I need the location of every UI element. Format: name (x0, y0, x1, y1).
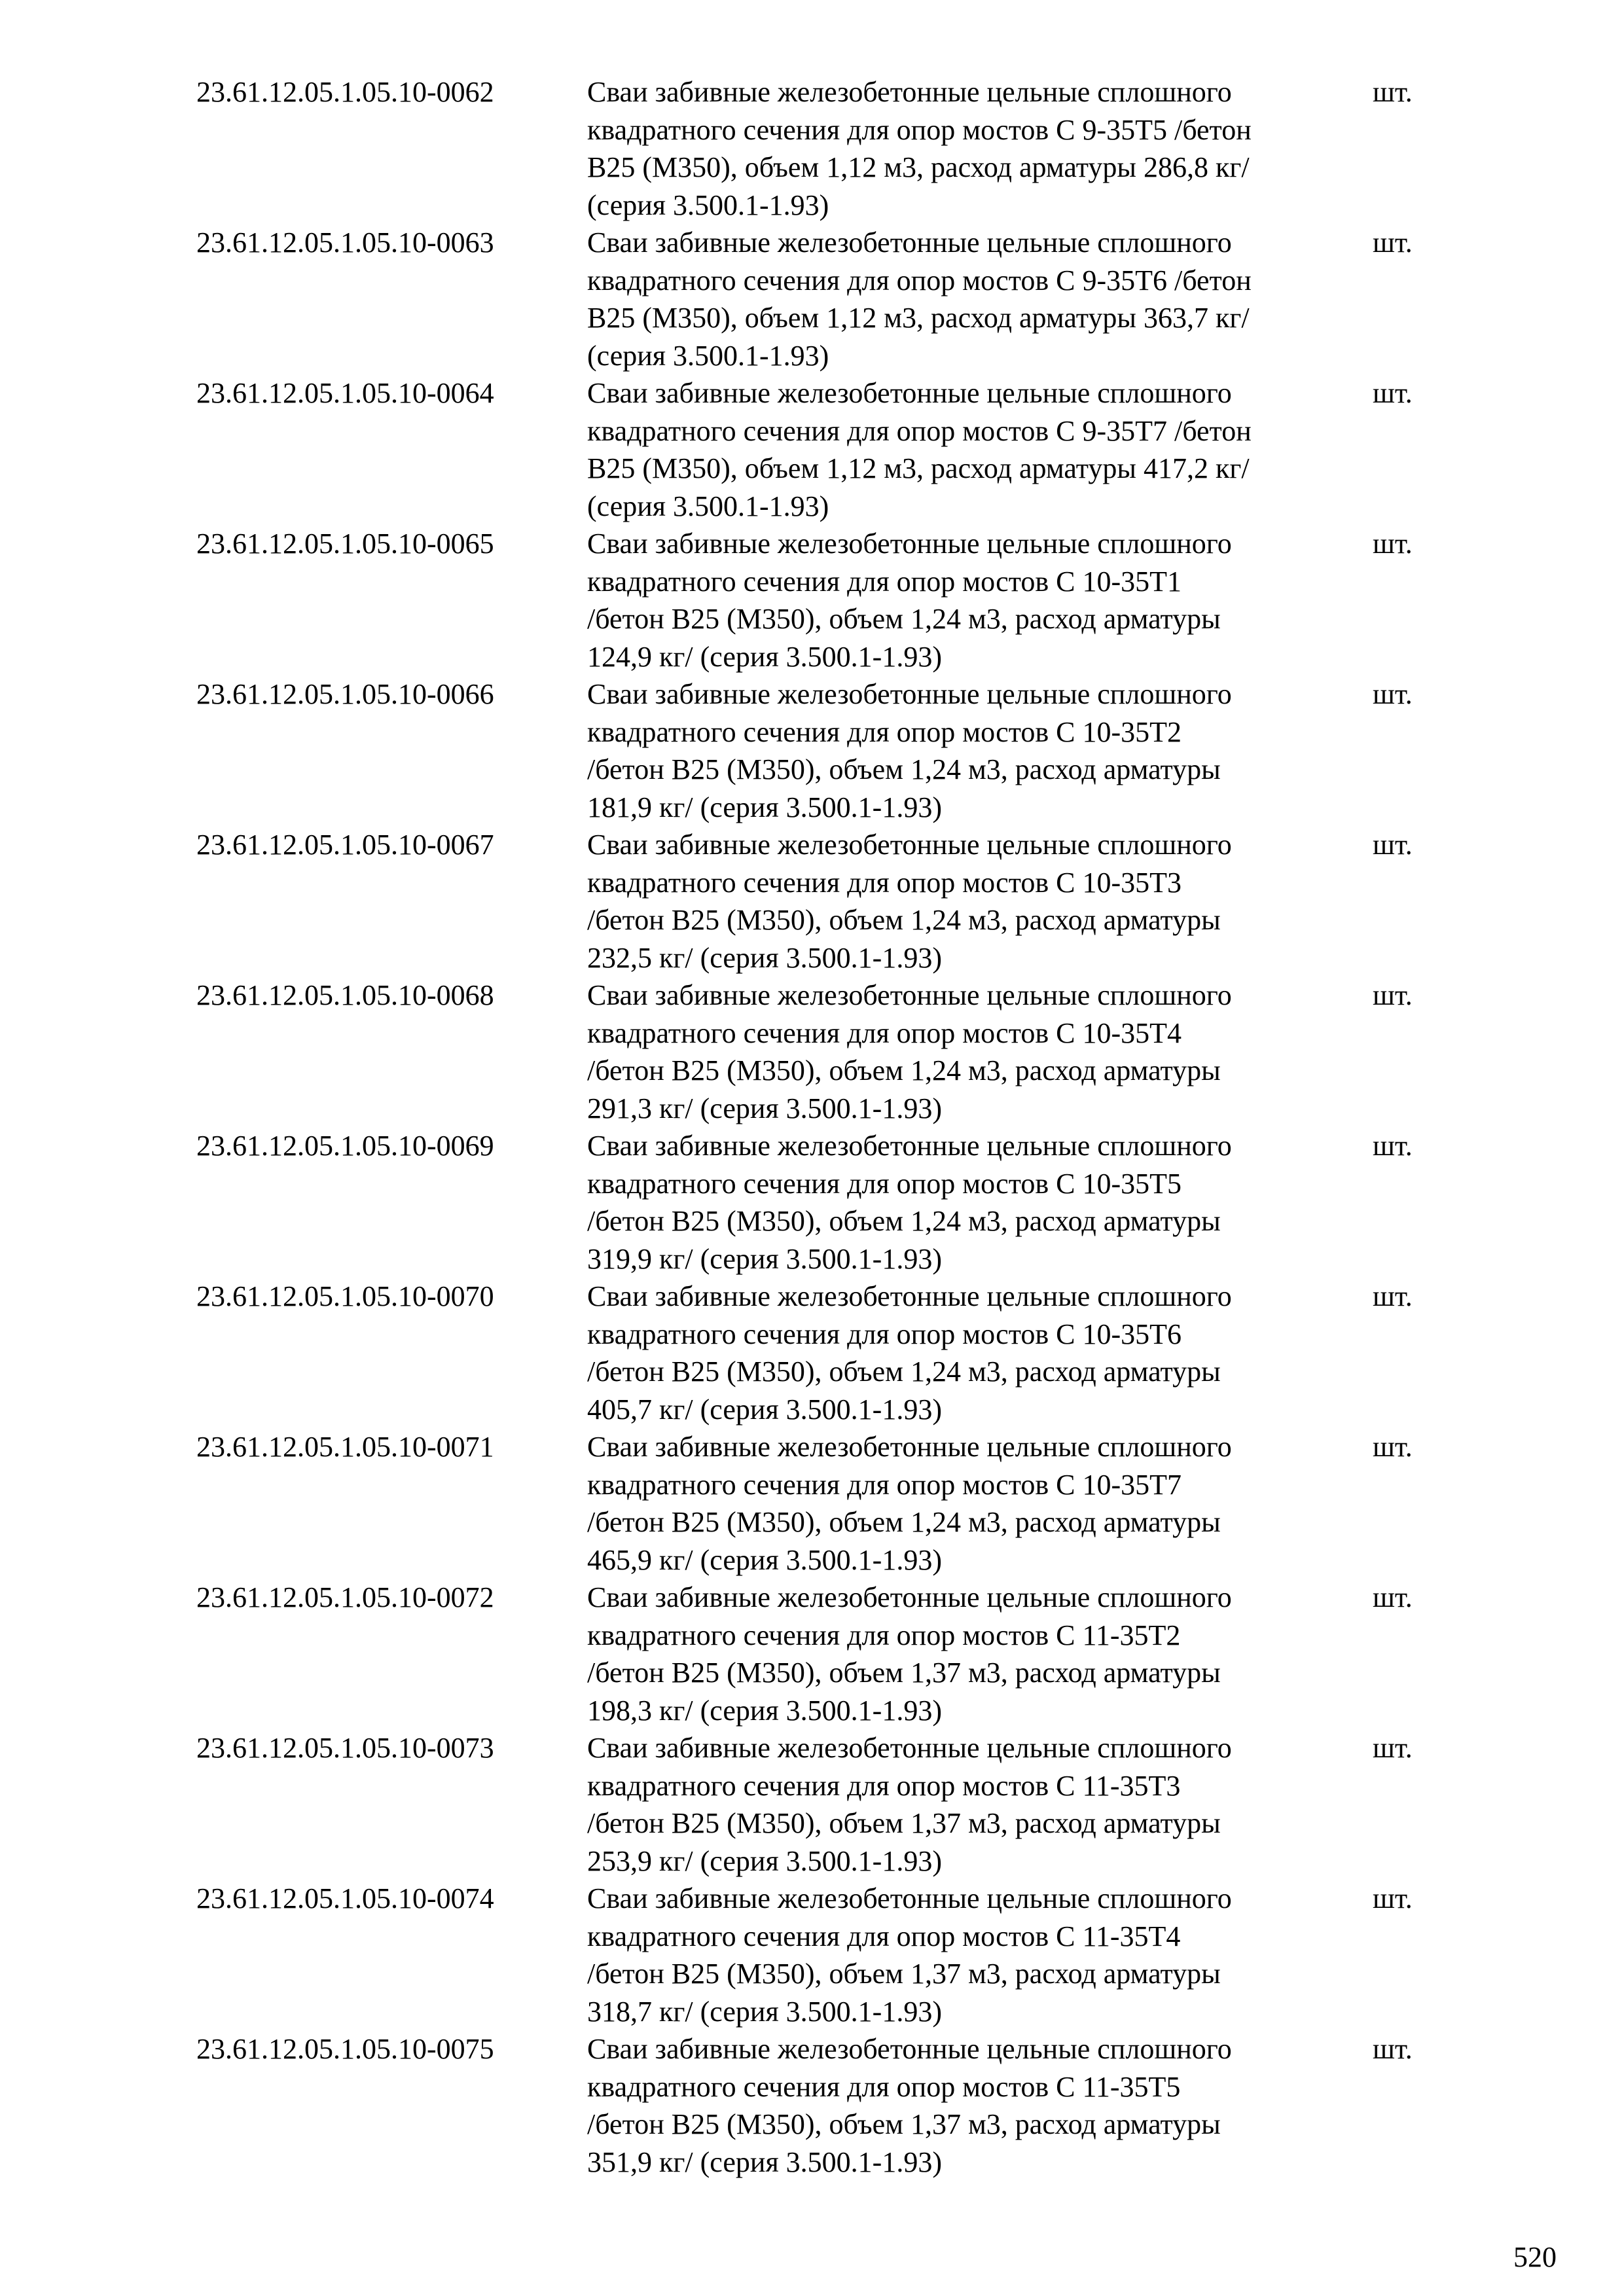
item-unit: шт. (1373, 979, 1413, 1011)
item-description (587, 1127, 1373, 1278)
description-line: /бетон В25 (М350), объем 1,24 м3, расход арматуры (587, 904, 1221, 936)
item-unit: шт. (1373, 528, 1413, 560)
description-line: Сваи забивные железобетонные цельные сплошного (587, 678, 1232, 710)
description-line: 351,9 кг/ (серия 3.500.1-1.93) (587, 2145, 942, 2178)
item-unit: шт. (1373, 76, 1413, 108)
description-line: Сваи забивные железобетонные цельные сплошного (587, 979, 1232, 1011)
description-line: /бетон В25 (М350), объем 1,24 м3, расход арматуры (587, 1205, 1221, 1237)
table-row (196, 374, 1440, 525)
description-line: Сваи забивные железобетонные цельные сплошного (587, 1882, 1232, 1914)
description-line: В25 (М350), объем 1,12 м3, расход арматуры 286,8 кг/ (587, 151, 1250, 183)
item-code: 23.61.12.05.1.05.10-0071 (196, 1431, 494, 1463)
description-line: Сваи забивные железобетонные цельные сплошного (587, 528, 1232, 560)
description-line: квадратного сечения для опор мостов С 10-35Т5 (587, 1167, 1182, 1200)
description-line: Сваи забивные железобетонные цельные сплошного (587, 1431, 1232, 1463)
description-line: 124,9 кг/ (серия 3.500.1-1.93) (587, 640, 942, 673)
description-line: Сваи забивные железобетонные цельные сплошного (587, 1280, 1232, 1312)
description-line: 465,9 кг/ (серия 3.500.1-1.93) (587, 1543, 942, 1576)
description-line: Сваи забивные железобетонные цельные сплошного (587, 2033, 1232, 2065)
description-line: /бетон В25 (М350), объем 1,37 м3, расход арматуры (587, 2108, 1221, 2140)
description-line: В25 (М350), объем 1,12 м3, расход арматуры 417,2 кг/ (587, 452, 1250, 484)
description-line: /бетон В25 (М350), объем 1,24 м3, расход арматуры (587, 1506, 1221, 1538)
description-line: 253,9 кг/ (серия 3.500.1-1.93) (587, 1844, 942, 1877)
item-description (587, 525, 1373, 675)
description-line: квадратного сечения для опор мостов С 11-35Т4 (587, 1920, 1181, 1952)
table-row (196, 2030, 1440, 2181)
description-line: /бетон В25 (М350), объем 1,24 м3, расход арматуры (587, 1355, 1221, 1388)
description-line: Сваи забивные железобетонные цельные сплошного (587, 226, 1232, 259)
description-line: квадратного сечения для опор мостов С 10-35Т3 (587, 866, 1182, 899)
description-line: квадратного сечения для опор мостов С 9-35Т6 /бетон (587, 264, 1252, 296)
description-line: квадратного сечения для опор мостов С 9-35Т7 /бетон (587, 414, 1252, 447)
item-code: 23.61.12.05.1.05.10-0072 (196, 1581, 494, 1613)
table-row (196, 1729, 1440, 1880)
table-row (196, 826, 1440, 977)
item-description (587, 826, 1373, 977)
table-row (196, 1880, 1440, 2030)
description-line: квадратного сечения для опор мостов С 11-35Т5 (587, 2070, 1181, 2103)
description-line: 291,3 кг/ (серия 3.500.1-1.93) (587, 1092, 942, 1124)
description-line: Сваи забивные железобетонные цельные сплошного (587, 1732, 1232, 1764)
page-number: 520 (1513, 2241, 1557, 2273)
description-line: 319,9 кг/ (серия 3.500.1-1.93) (587, 1242, 942, 1275)
description-line: (серия 3.500.1-1.93) (587, 490, 829, 522)
item-description (587, 1880, 1373, 2030)
description-line: 318,7 кг/ (серия 3.500.1-1.93) (587, 1995, 942, 2028)
description-line: /бетон В25 (М350), объем 1,24 м3, расход арматуры (587, 603, 1221, 635)
price-list-table (196, 73, 1440, 2181)
table-row (196, 675, 1440, 826)
table-row (196, 1127, 1440, 1278)
item-description (587, 675, 1373, 826)
description-line: Сваи забивные железобетонные цельные сплошного (587, 377, 1232, 409)
description-line: /бетон В25 (М350), объем 1,37 м3, расход арматуры (587, 1807, 1221, 1839)
item-unit: шт. (1373, 1581, 1413, 1613)
item-unit: шт. (1373, 377, 1413, 409)
description-line: Сваи забивные железобетонные цельные сплошного (587, 76, 1232, 108)
item-description (587, 1729, 1373, 1880)
description-line: /бетон В25 (М350), объем 1,24 м3, расход арматуры (587, 1054, 1221, 1086)
description-line: /бетон В25 (М350), объем 1,37 м3, расход арматуры (587, 1657, 1221, 1689)
item-code: 23.61.12.05.1.05.10-0062 (196, 76, 494, 108)
item-code: 23.61.12.05.1.05.10-0066 (196, 678, 494, 710)
item-description (587, 977, 1373, 1127)
item-code: 23.61.12.05.1.05.10-0067 (196, 829, 494, 861)
item-description (587, 1579, 1373, 1729)
description-line: Сваи забивные железобетонные цельные сплошного (587, 1130, 1232, 1162)
item-code: 23.61.12.05.1.05.10-0075 (196, 2033, 494, 2065)
item-code: 23.61.12.05.1.05.10-0074 (196, 1882, 494, 1914)
description-line: Сваи забивные железобетонные цельные сплошного (587, 1581, 1232, 1613)
table-row (196, 1428, 1440, 1579)
item-code: 23.61.12.05.1.05.10-0063 (196, 226, 494, 259)
table-row (196, 525, 1440, 675)
description-line: квадратного сечения для опор мостов С 10-35Т4 (587, 1016, 1182, 1049)
description-line: 181,9 кг/ (серия 3.500.1-1.93) (587, 791, 942, 823)
description-line: квадратного сечения для опор мостов С 11-35Т3 (587, 1769, 1181, 1802)
description-line: /бетон В25 (М350), объем 1,37 м3, расход арматуры (587, 1958, 1221, 1990)
item-description (587, 1278, 1373, 1428)
item-unit: шт. (1373, 1280, 1413, 1312)
item-unit: шт. (1373, 226, 1413, 259)
description-line: 405,7 кг/ (серия 3.500.1-1.93) (587, 1393, 942, 1426)
description-line: В25 (М350), объем 1,12 м3, расход арматуры 363,7 кг/ (587, 302, 1250, 334)
description-line: 198,3 кг/ (серия 3.500.1-1.93) (587, 1694, 942, 1727)
item-description (587, 224, 1373, 374)
item-code: 23.61.12.05.1.05.10-0069 (196, 1130, 494, 1162)
description-line: (серия 3.500.1-1.93) (587, 339, 829, 372)
description-line: /бетон В25 (М350), объем 1,24 м3, расход арматуры (587, 753, 1221, 785)
description-line: квадратного сечения для опор мостов С 10-35Т1 (587, 565, 1182, 598)
description-line: квадратного сечения для опор мостов С 11-35Т2 (587, 1619, 1181, 1651)
item-unit: шт. (1373, 1130, 1413, 1162)
table-row (196, 1278, 1440, 1428)
item-unit: шт. (1373, 1882, 1413, 1914)
item-unit: шт. (1373, 1431, 1413, 1463)
description-line: квадратного сечения для опор мостов С 10-35Т2 (587, 715, 1182, 748)
table-row (196, 73, 1440, 224)
item-code: 23.61.12.05.1.05.10-0068 (196, 979, 494, 1011)
item-code: 23.61.12.05.1.05.10-0073 (196, 1732, 494, 1764)
description-line: квадратного сечения для опор мостов С 10-35Т7 (587, 1468, 1182, 1501)
item-code: 23.61.12.05.1.05.10-0065 (196, 528, 494, 560)
item-unit: шт. (1373, 829, 1413, 861)
table-row (196, 224, 1440, 374)
item-description (587, 2030, 1373, 2181)
description-line: Сваи забивные железобетонные цельные сплошного (587, 829, 1232, 861)
item-code: 23.61.12.05.1.05.10-0064 (196, 377, 494, 409)
item-unit: шт. (1373, 1732, 1413, 1764)
table-row (196, 1579, 1440, 1729)
item-description (587, 1428, 1373, 1579)
description-line: 232,5 кг/ (серия 3.500.1-1.93) (587, 941, 942, 974)
item-unit: шт. (1373, 678, 1413, 710)
description-line: квадратного сечения для опор мостов С 10-35Т6 (587, 1318, 1182, 1350)
table-row (196, 977, 1440, 1127)
description-line: квадратного сечения для опор мостов С 9-35Т5 /бетон (587, 113, 1252, 146)
item-code: 23.61.12.05.1.05.10-0070 (196, 1280, 494, 1312)
item-unit: шт. (1373, 2033, 1413, 2065)
item-description (587, 73, 1373, 224)
description-line: (серия 3.500.1-1.93) (587, 188, 829, 221)
item-description (587, 374, 1373, 525)
